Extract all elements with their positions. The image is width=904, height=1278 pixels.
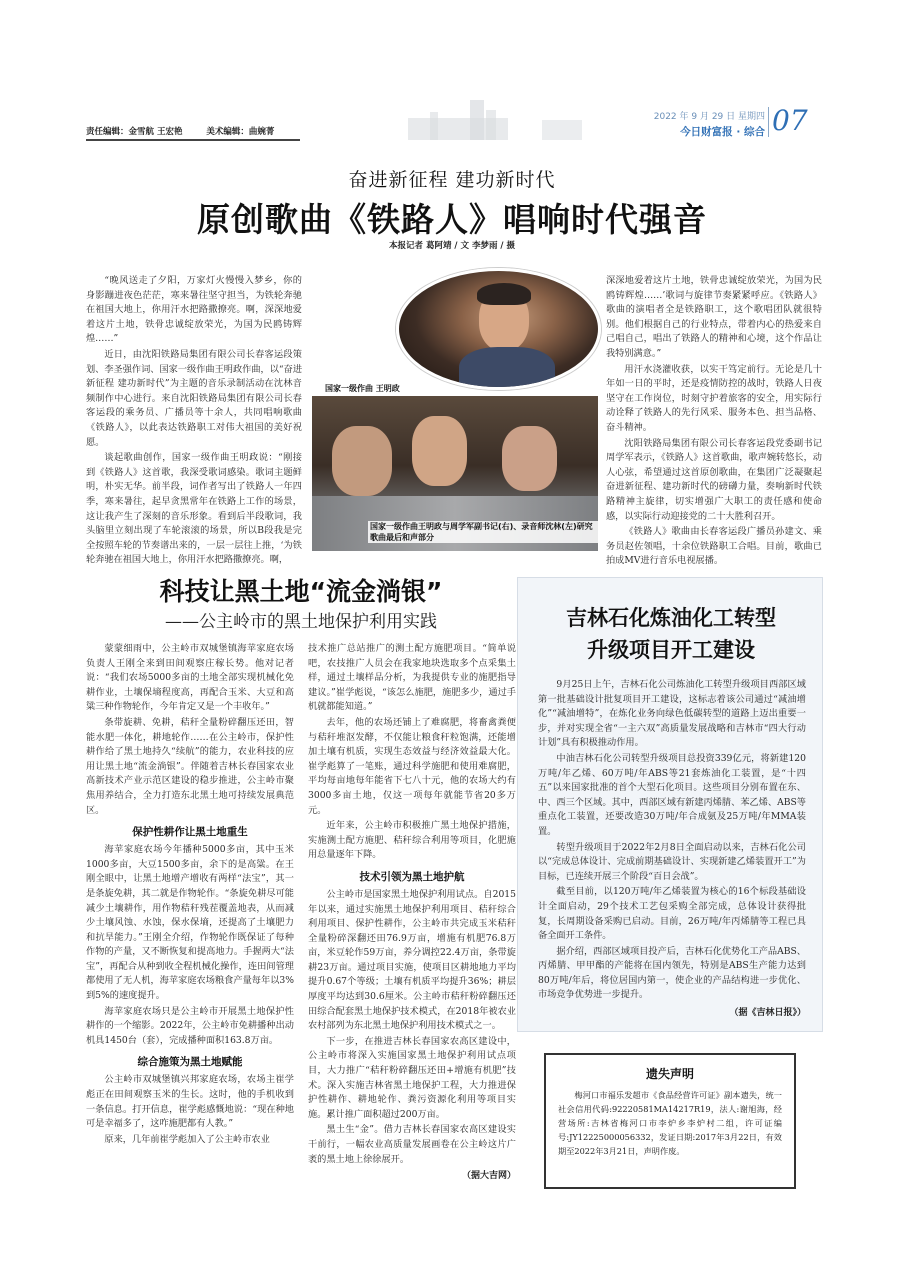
article1-kicker: 奋进新征程 建功新时代 [348, 169, 556, 191]
subheading: 技术引领为黑土地护航 [359, 870, 465, 883]
article3-title-line-2: 升级项目开工建设 [587, 638, 755, 662]
paragraph: 公主岭市是国家黑土地保护利用试点。自2015年以来，通过实施黑土地保护利用项目、秸秆综合利用项目、保护性耕作，公主岭市共完成玉米秸秆全量粉碎深翻还田76.9万亩，增施有机肥76.8万亩，米豆轮作59万亩，养分调控22.4万亩，条带旋耕23万亩。通过项目实施，使项目区耕地地力平均提升0.67个等级；土壤有机质平均提升36%；耕层厚度平均达到30.6厘米。公主岭市秸秆粉碎翻压还田综合配套黑土地保护技术模式，在2018年被农业农村部列为东北黑土地保护利用技术模式之一。 [308, 888, 516, 1032]
article3-box [517, 577, 823, 1032]
paragraph: 海苹家庭农场今年播种5000多亩，其中玉米1000多亩，大豆1500多亩，余下的是高粱。在王刚全眼中，让黑土地增产增收有两样“法宝”，其一是条旋免耕，其二就是作物轮作。“条旋免耕尽可能减少土壤耕作，用作物秸秆残茬覆盖地表，从而减少土壤风蚀、水蚀，保水保墒，还提高了土壤肥力和抗旱能力。”王刚全介绍，作物轮作既保证了每种作物的产量，又不断恢复和提高地力。手握两大“法宝”，再配合从种到收全程机械化操作，连田间管理都使用了无人机，海苹家庭农场粮食产量每年以3%到5%的速度提升。 [86, 844, 294, 1002]
paragraph: 9月25日上午，吉林石化公司炼油化工转型升级项目西部区域第一批基础设计批复项目开工建设，这标志着该公司通过“减油增化”“减油增特”，在炼化业务向绿色低碳转型的道路上迈出重要一步，并对实现全省“一主六双”高质量发展战略和吉林市“四大行动计划”具有积极推动作用。 [538, 679, 806, 749]
paragraph: 黑土生“金”。借力吉林长春国家农高区建设实干前行，一幅农业高质量发展画卷在公主岭这片广袤的黑土地上徐徐展开。 [308, 1124, 516, 1165]
editors-credit [86, 125, 274, 137]
paragraph: 深深地爱着这片土地，铁骨忠诚绽放荣光，为国为民鸥铸辉煌……’歌词与旋律节奏紧紧呼应。《铁路人》歌曲的演唱者全是铁路职工，这个歌唱团队就很特别。他们根据自己的行业特点，带着内心的热爱来自己唱自己，唱出了铁路人的精神和心境，这个作品让我特别满意。” [606, 275, 822, 359]
subheading: 综合施策为黑土地赋能 [137, 1056, 243, 1069]
paragraph: 截至目前，以120万吨/年乙烯装置为核心的16个标段基础设计全面启动，29个技术工艺包采购全部完成，总体设计获得批复，长周期设备采购已启动。目前，26万吨/年丙烯腈等工程已具备全面开工条件。 [538, 886, 806, 942]
paragraph: 公主岭市双城堡镇兴邦家庭农场，农场主崔学彪正在田间观察玉米的生长。这时，他的手机收到一条信息。打开信息，崔学彪感慨地说：“现在种地可是幸福多了，这咋施肥都有人教。” [86, 1074, 294, 1130]
date-line: 2022 年 9 月 29 日 星期四 [653, 112, 765, 122]
article2-column-1 [86, 642, 294, 1148]
paragraph: 沈阳铁路局集团有限公司长春客运段党委副书记周学军表示，《铁路人》这首歌曲，歌声婉转悠长，动人心弦，希望通过这首原创歌曲，在集团广泛凝聚起奋进新征程、建功新时代的磅礴力量，奏响新时代铁路精神主旋律，切实增强广大职工的责任感和使命感，以实际行动迎接党的二十大胜利召开。 [606, 437, 822, 522]
recording-studio-photo [312, 396, 598, 551]
lost-notice-box [544, 1053, 796, 1189]
page-number: 07 [772, 104, 808, 137]
article2-subtitle: ——公主岭市的黑土地保护利用实践 [165, 612, 437, 632]
paragraph: 去年，他的农场还铺上了难腐肥，将畜禽粪便与秸秆堆沤发酵，不仅能让粮食秆粒饱满，还能增加土壤有机质，实现生态效益与经济效益最大化。崔学彪算了一笔账，通过科学施肥和使用难腐肥，平均每亩地每年能省下七八十元，他的农场大约有3000多亩土地，仅这一项每年就能节省20多万元。 [308, 716, 516, 816]
article3-body [538, 678, 806, 1018]
article2-column-2 [308, 642, 516, 1181]
lost-notice-body: 梅河口市福乐发超市《食品经营许可证》副本遗失，统一社会信用代码:92220581MA14217R19，法人:谢旭海，经营场所:吉林省梅河口市李炉乡李炉村二组，许可证编号:JY12225000056332，发证日期:2017年3月22日，有效期至2022年3月21日，声明作废。 [558, 1090, 782, 1156]
paragraph: 据介绍，西部区域项目投产后，吉林石化优势化工产品ABS、丙烯腈、甲甲酯的产能将在国内领先，特别是ABS生产能力达到80万吨/年后，将位居国内第一，使企业的产品结构进一步优化、市场竞争优势进一步提升。 [538, 945, 806, 1001]
paragraph: 蒙蒙细雨中，公主岭市双城堡镇海苹家庭农场负责人王刚全来到田间观察庄稼长势。他对记者说：“我们农场5000多亩的土地全部实现机械化免耕作业，土壤保墒程度高，再配合玉米、大豆和高粱三种作物轮作，今年肯定又是一个丰收年。” [86, 643, 294, 713]
article2-title: 科技让黑土地“流金淌银” [159, 577, 443, 606]
art-editor-label: 美术编辑：曲婉菁 [206, 127, 275, 137]
paragraph: 近日，由沈阳铁路局集团有限公司长春客运段策划、李圣强作词、国家一级作曲王明政作曲，以“奋进新征程 建功新时代”为主题的音乐录制活动在沈林音频制作中心进行。来自沈阳铁路局集团有限公司长春客运段的乘务员、广播员等十余人，共同唱响歌曲《铁路人》，以此表达铁路职工对伟大祖国的美好祝愿。 [86, 348, 303, 448]
article1-column-3 [606, 274, 822, 570]
paragraph: 《铁路人》歌曲由长春客运段广播员孙建文、乘务员赵佐领唱，十余位铁路职工合唱。目前，歌曲已拍成MV进行音乐电视展播。 [606, 526, 822, 567]
page-header [0, 0, 904, 150]
paragraph: 近年来，公主岭市积极推广黑土地保护措施，实施测土配方施肥、秸秆综合利用等项目，化肥施用总量逐年下降。 [308, 820, 516, 861]
paragraph: 技术推广总站推广的测土配方施肥项目。“简单说吧，农技推广人员会在我家地块选取多个点采集土样，通过土壤样品分析，为我提供专业的施肥指导建议。”崔学彪说，“该怎么施肥，施肥多少，通过手机就都能知道。” [308, 643, 516, 713]
photo2-caption: 国家一级作曲王明政与周学军副书记(右)、录音师沈林(左)研究歌曲最后和声部分 [368, 521, 598, 543]
paragraph: 条带旋耕、免耕，秸秆全量粉碎翻压还田，智能水肥一体化，耕地轮作……在公主岭市，保护性耕作给了黑土地持久“续航”的能力，农业科技的应用让黑土地“流金淌银”。伴随着吉林长春国家农业高新技术产业示范区建设的稳步推进，公主岭市聚焦用养结合，全力打造东北黑土地可持续发展典范区。 [86, 716, 294, 816]
paragraph: 海苹家庭农场只是公主岭市开展黑土地保护性耕作的一个缩影。2022年，公主岭市免耕播种出动机具1450台（套），完成播种面积163.8万亩。 [86, 1005, 294, 1046]
paragraph: 中油吉林石化公司转型升级项目总投资339亿元，将新建120万吨/年乙烯、60万吨/年ABS等21套炼油化工装置，是“十四五”以来国家批准的首个大型石化项目。这些项目分别布置在东、中、西三个区域。其中，西部区域有新建丙烯腈、苯乙烯、ABS等重点化工装置，还要改造30万吨/年合成氨及25万吨/年MMA装置。 [538, 752, 806, 837]
paragraph: 用汗水浇灌收获，以实干笃定前行。无论是几十年如一日的平时，还是疫情防控的战时，铁路人日夜坚守在工作岗位，时刻守护着旅客的安全，用实际行动诠释了铁路人的先行风采、服务本色、担当品格、奋斗精神。 [606, 363, 822, 433]
section-label: 今日财富报 · 综合 [680, 126, 765, 138]
paragraph: 原来，几年前崔学彪加入了公主岭市农业 [104, 1133, 270, 1145]
photo1-caption: 国家一级作曲 王明政 [325, 384, 400, 393]
header-rule [86, 139, 300, 141]
paragraph: “晚风送走了夕阳，万家灯火慢慢入梦乡，你的身影蹦进夜色茫茫，寒来暑往坚守担当，为铁轮奔驰在祖国大地上，你用汗水把路撒撩亮。啊，深深地爱着这片土地，铁骨忠诚绽放荣光，为国为民鸥铸辉煌……” [86, 275, 302, 345]
composer-portrait-photo [396, 268, 601, 390]
article1-title: 原创歌曲《铁路人》唱响时代强音 [197, 200, 707, 239]
article1-byline: 本报记者 葛阿靖 / 文 李梦雨 / 摄 [389, 241, 515, 251]
paragraph: 谈起歌曲创作，国家一级作曲王明政说：“刚接到《铁路人》这首歌，我深受歌词感染。歌词主题鲜明，朴实无华。前半段，词作者写出了铁路人一年四季，寒来暑往，起早贪黑常年在铁路上工作的场景，这让我产生了深刻的音乐形象。看到后半段歌词，我头脑里立刻出现了车轮滚滚的场景，所以B段我是完全按照车轮的节奏谱出来的，一层一层往上推，‘为铁轮奔驰在祖国大地上，你用汗水把路撒撩亮。啊， [86, 452, 302, 566]
subheading: 保护性耕作让黑土地重生 [132, 826, 248, 839]
editors-label: 责任编辑：金雪航 王宏艳 [86, 127, 183, 137]
article1-column-1 [86, 274, 302, 569]
page-number-divider [768, 107, 769, 137]
article3-source: （据《吉林日报》） [729, 1008, 806, 1019]
paragraph: 下一步，在推进吉林长春国家农高区建设中，公主岭市将深入实施国家黑土地保护利用试点项目，大力推广“秸秆粉碎翻压还田+增施有机肥”技术。深入实施吉林省黑土地保护工程，大力推进保护性耕作、耕地轮作、粪污资源化利用等项目实施。累计推广面积超过200万亩。 [308, 1035, 516, 1120]
article2-source: （据大吉网） [461, 1171, 516, 1182]
article3-title-line-1: 吉林石化炼油化工转型 [566, 606, 776, 630]
paragraph: 转型升级项目于2022年2月8日全面启动以来，吉林石化公司以“完成总体设计、完成前期基础设计、实现新建乙烯装置开工”为目标，已连续开展三个阶段“百日会战”。 [538, 841, 806, 882]
lost-notice-title: 遗失声明 [645, 1067, 694, 1081]
